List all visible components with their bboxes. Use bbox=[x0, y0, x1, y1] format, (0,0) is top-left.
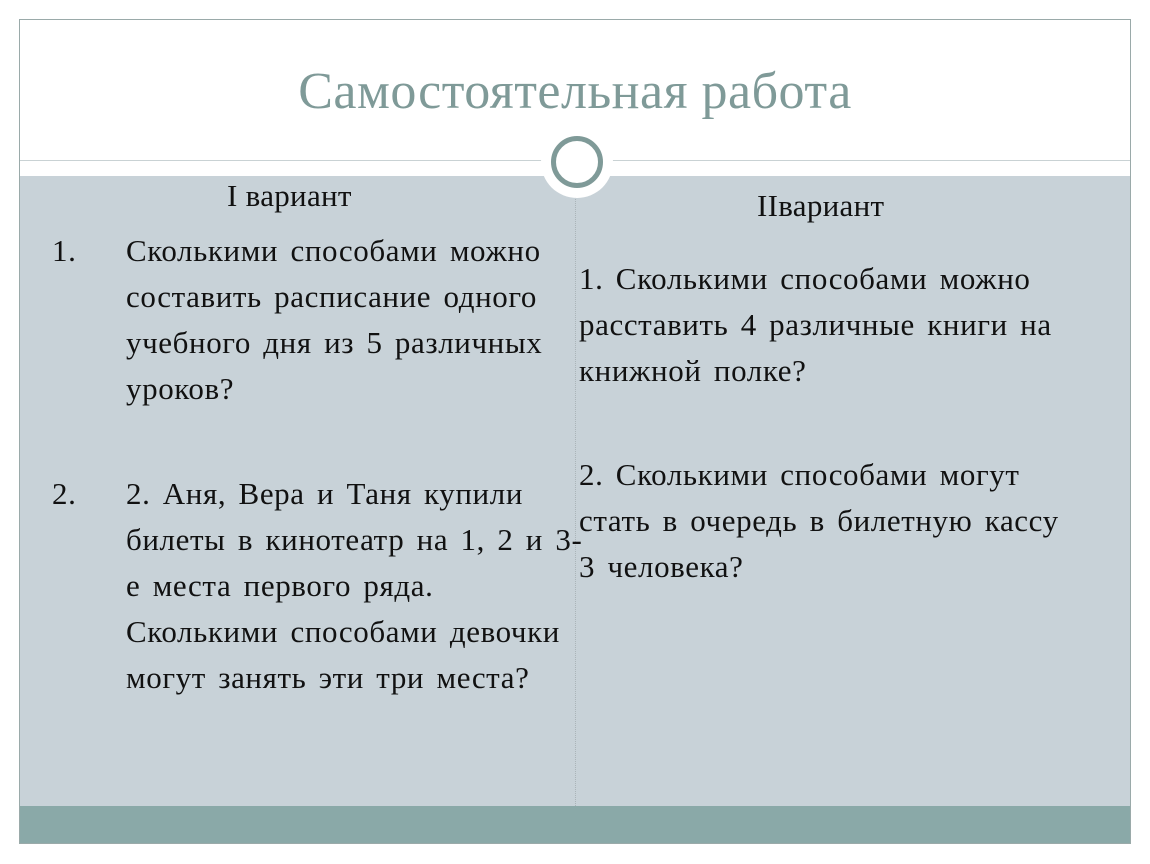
variant-2-question-1: 1. Сколькими способами можно расставить 4 различные книги на книжной полке? bbox=[579, 261, 1052, 388]
ring-ornament-icon bbox=[551, 136, 603, 188]
variant-1-heading: I вариант bbox=[227, 178, 352, 213]
slide bbox=[19, 19, 1131, 844]
variant-2-heading: IIвариант bbox=[757, 188, 885, 223]
question-number: 1. bbox=[52, 233, 77, 268]
question-text: 2. Аня, Вера и Таня купили билеты в кинотеатр на 1, 2 и 3-е места первого ряда. Сколькими способами девочки могут занять эти три места? bbox=[126, 476, 583, 695]
question-number: 2. bbox=[52, 476, 77, 511]
variant-2-question-2: 2. Сколькими способами могут стать в очередь в билетную кассу 3 человека? bbox=[579, 457, 1059, 584]
title-divider-left bbox=[20, 160, 544, 161]
footer-bar bbox=[20, 806, 1131, 844]
title-divider-right bbox=[611, 160, 1131, 161]
slide-title: Самостоятельная работа bbox=[298, 63, 852, 120]
question-text: Сколькими способами можно составить расписание одного учебного дня из 5 различных уроков? bbox=[126, 233, 543, 406]
